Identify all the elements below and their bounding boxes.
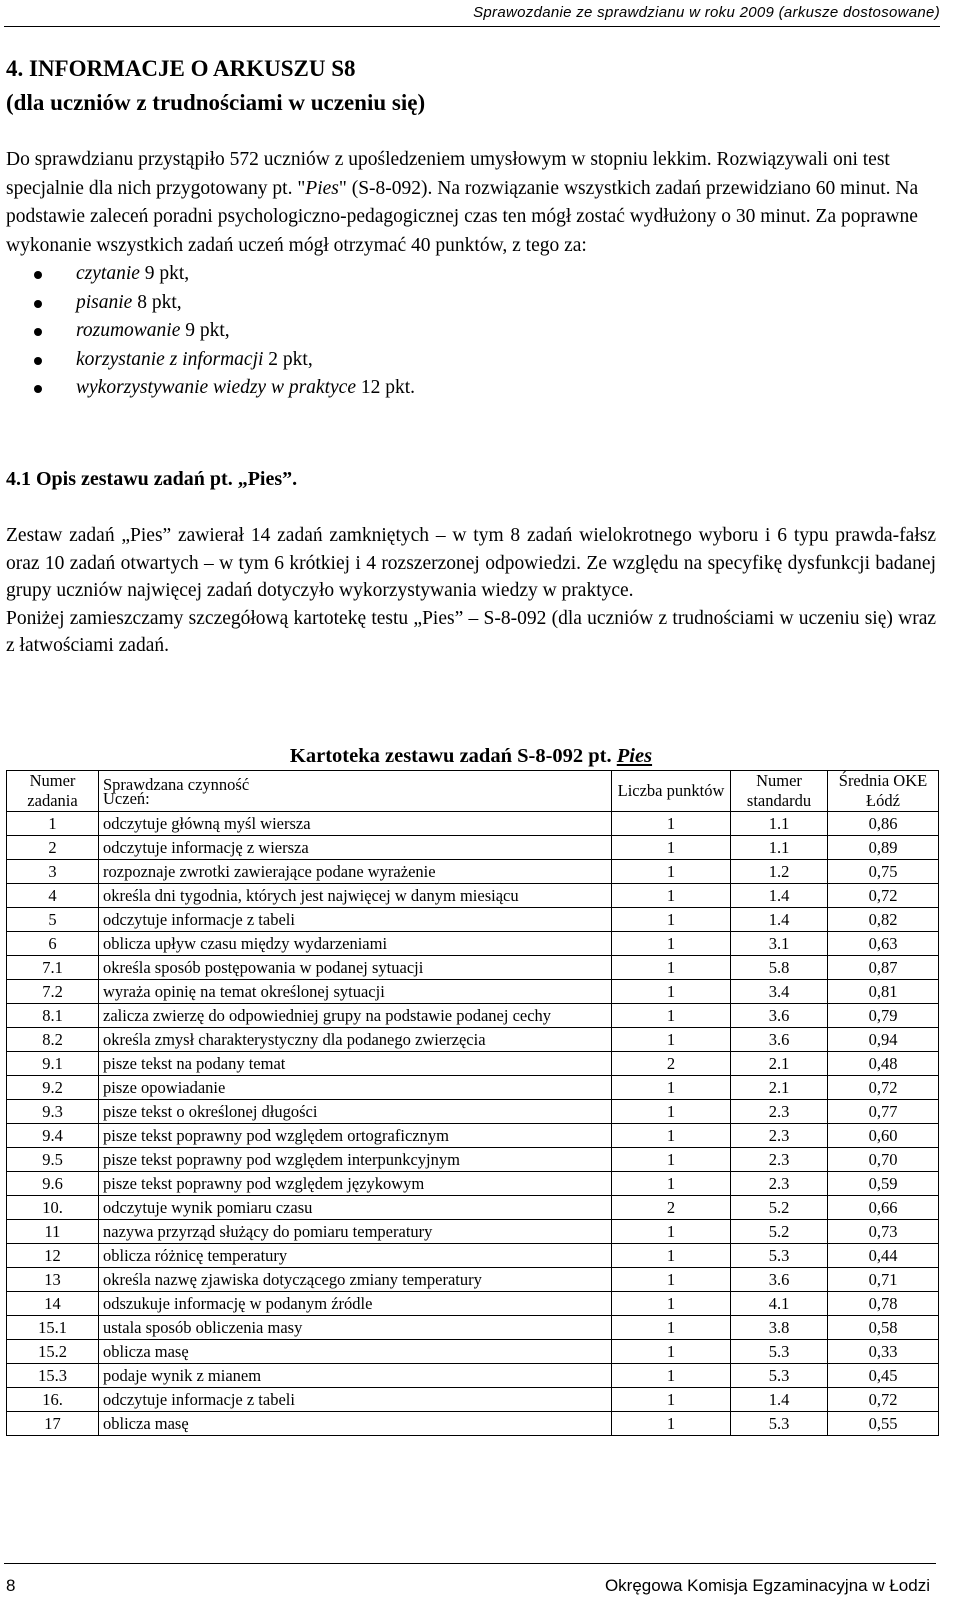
skill-points: 9 pkt, (180, 320, 230, 341)
skill-cell: zalicza zwierzę do odpowiedniej grupy na podstawie podanej cechy (99, 1004, 612, 1028)
task-number-cell: 16. (7, 1388, 99, 1412)
table-row (7, 1124, 939, 1148)
skill-cell: określa zmysł charakterystyczny dla podanego zwierzęcia (99, 1028, 612, 1052)
average-cell: 0,48 (828, 1052, 939, 1076)
average-cell: 0,59 (828, 1172, 939, 1196)
skill-item (6, 289, 936, 318)
task-number-cell: 17 (7, 1412, 99, 1436)
table-row (7, 1076, 939, 1100)
skill-cell: oblicza masę (99, 1412, 612, 1436)
points-cell: 1 (612, 908, 731, 932)
average-cell: 0,87 (828, 956, 939, 980)
standard-cell: 5.3 (731, 1412, 828, 1436)
table-title-text: Kartoteka zestawu zadań S-8-092 pt. (289, 745, 617, 767)
table-body (7, 812, 939, 1436)
table-row (7, 1292, 939, 1316)
table-row (7, 1340, 939, 1364)
skill-item (6, 346, 936, 375)
points-cell: 1 (612, 836, 731, 860)
table-row (7, 1172, 939, 1196)
header-skill (99, 771, 612, 812)
average-cell: 0,60 (828, 1124, 939, 1148)
skill-cell: określa nazwę zjawiska dotyczącego zmiany temperatury (99, 1268, 612, 1292)
standard-cell: 5.3 (731, 1244, 828, 1268)
header-divider (4, 26, 940, 27)
standard-cell: 5.3 (731, 1364, 828, 1388)
points-cell: 1 (612, 1004, 731, 1028)
skill-cell: oblicza upływ czasu między wydarzeniami (99, 932, 612, 956)
skill-cell: odczytuje główną myśl wiersza (99, 812, 612, 836)
standard-cell: 2.3 (731, 1100, 828, 1124)
subsection-title: 4.1 Opis zestawu zadań pt. „Pies”. (6, 468, 298, 490)
points-cell: 1 (612, 1172, 731, 1196)
standard-cell: 1.2 (731, 860, 828, 884)
points-cell: 1 (612, 1244, 731, 1268)
points-cell: 1 (612, 980, 731, 1004)
points-cell: 1 (612, 1076, 731, 1100)
table-row (7, 1268, 939, 1292)
task-number-cell: 15.2 (7, 1340, 99, 1364)
table-row (7, 1364, 939, 1388)
average-cell: 0,55 (828, 1412, 939, 1436)
skill-cell: odczytuje informację z wiersza (99, 836, 612, 860)
standard-cell: 2.1 (731, 1076, 828, 1100)
points-cell: 1 (612, 812, 731, 836)
skill-name: wykorzystywanie wiedzy w praktyce (76, 377, 356, 398)
task-number-cell: 9.5 (7, 1148, 99, 1172)
average-cell: 0,70 (828, 1148, 939, 1172)
intro-text-part-2: " (S-8-092). Na rozwiązanie wszystkich zadań przewidziano 60 minut. Na podstawie zaleceń poradni psychologiczno-pedagogicznej czas ten mógł zostać wydłużony o 30 minut. Za poprawne wykonanie wszystkich zadań uczeń mógł otrzymać 40 punktów, z tego za: (6, 177, 919, 256)
table-row (7, 1244, 939, 1268)
task-number-cell: 14 (7, 1292, 99, 1316)
points-cell: 1 (612, 1028, 731, 1052)
skill-cell: pisze tekst poprawny pod względem językowym (99, 1172, 612, 1196)
standard-cell: 3.6 (731, 1004, 828, 1028)
standard-cell: 4.1 (731, 1292, 828, 1316)
task-number-cell: 8.1 (7, 1004, 99, 1028)
skill-cell: odczytuje informacje z tabeli (99, 1388, 612, 1412)
header-skill-label: Sprawdzana czynność (103, 775, 250, 794)
table-row (7, 1100, 939, 1124)
intro-text-part-1: Do sprawdzianu przystąpiło 572 uczniów z upośledzeniem umysłowym w stopniu lekkim. Rozwiązywali oni test specjalnie dla nich przygotowany pt. " (6, 149, 890, 199)
points-cell: 1 (612, 1292, 731, 1316)
standard-cell: 1.1 (731, 836, 828, 860)
standard-cell: 2.3 (731, 1172, 828, 1196)
table-row (7, 1196, 939, 1220)
task-number-cell: 9.2 (7, 1076, 99, 1100)
header-standard: Numer standardu (731, 771, 828, 812)
average-cell: 0,66 (828, 1196, 939, 1220)
table-row (7, 1412, 939, 1436)
header-average: Średnia OKE Łódź (828, 771, 939, 812)
points-cell: 1 (612, 1316, 731, 1340)
points-cell: 1 (612, 1268, 731, 1292)
table-title (6, 745, 936, 768)
skill-cell: pisze tekst poprawny pod względem ortograficznym (99, 1124, 612, 1148)
task-number-cell: 7.2 (7, 980, 99, 1004)
average-cell: 0,72 (828, 1388, 939, 1412)
average-cell: 0,71 (828, 1268, 939, 1292)
skill-points: 12 pkt. (355, 377, 416, 398)
skill-cell: wyraża opinię na temat określonej sytuacji (99, 980, 612, 1004)
intro-test-name: Pies (305, 177, 339, 199)
average-cell: 0,81 (828, 980, 939, 1004)
points-cell: 1 (612, 1388, 731, 1412)
points-cell: 1 (612, 860, 731, 884)
points-cell: 2 (612, 1052, 731, 1076)
skill-name: korzystanie z informacji (76, 348, 264, 370)
average-cell: 0,72 (828, 1076, 939, 1100)
average-cell: 0,44 (828, 1244, 939, 1268)
task-number-cell: 6 (7, 932, 99, 956)
standard-cell: 2.3 (731, 1124, 828, 1148)
skills-list (6, 260, 936, 403)
average-cell: 0,82 (828, 908, 939, 932)
average-cell: 0,58 (828, 1316, 939, 1340)
standard-cell: 5.2 (731, 1196, 828, 1220)
description-paragraph-1: Zestaw zadań „Pies” zawierał 14 zadań zamkniętych – w tym 8 zadań wielokrotnego wyboru i 6 typu prawda-fałsz oraz 10 zadań otwartych – w tym 6 krótkiej i 4 rozszerzonej odpowiedzi. Ze względu na specyfikę dysfunkcji badanej grupy uczniów najwięcej zadań dotyczyło wykorzystywania wiedzy w praktyce. (6, 525, 936, 601)
skill-name: czytanie (76, 263, 140, 284)
section-title-line-2: (dla uczniów z trudnościami w uczeniu się) (6, 90, 426, 115)
section-title (6, 52, 936, 120)
task-number-cell: 15.3 (7, 1364, 99, 1388)
table-row (7, 932, 939, 956)
description (6, 522, 936, 660)
table-row (7, 1004, 939, 1028)
average-cell: 0,75 (828, 860, 939, 884)
skill-cell: pisze tekst poprawny pod względem interpunkcyjnym (99, 1148, 612, 1172)
standard-cell: 5.3 (731, 1340, 828, 1364)
intro-text (6, 146, 936, 260)
task-number-cell: 3 (7, 860, 99, 884)
standard-cell: 3.4 (731, 980, 828, 1004)
task-number-cell: 11 (7, 1220, 99, 1244)
points-cell: 1 (612, 932, 731, 956)
header-student-label: Uczeń: (103, 789, 150, 808)
task-number-cell: 1 (7, 812, 99, 836)
header-points: Liczba punktów (612, 771, 731, 812)
skill-cell: odszukuje informację w podanym źródle (99, 1292, 612, 1316)
task-number-cell: 9.6 (7, 1172, 99, 1196)
task-table (6, 770, 939, 1436)
standard-cell: 3.1 (731, 932, 828, 956)
points-cell: 1 (612, 1124, 731, 1148)
table-header-row (7, 771, 939, 812)
skill-item (6, 374, 936, 403)
points-cell: 1 (612, 1100, 731, 1124)
table-row (7, 1052, 939, 1076)
standard-cell: 5.8 (731, 956, 828, 980)
bullet-icon (34, 357, 42, 365)
table-row (7, 1148, 939, 1172)
task-number-cell: 13 (7, 1268, 99, 1292)
average-cell: 0,73 (828, 1220, 939, 1244)
page-number: 8 (6, 1576, 16, 1595)
bullet-icon (34, 271, 42, 279)
points-cell: 1 (612, 1148, 731, 1172)
average-cell: 0,72 (828, 884, 939, 908)
skill-points: 9 pkt, (139, 263, 190, 284)
section-title-line-1: 4. INFORMACJE O ARKUSZU S8 (6, 56, 356, 81)
standard-cell: 1.4 (731, 884, 828, 908)
table-row (7, 1316, 939, 1340)
task-number-cell: 4 (7, 884, 99, 908)
skill-cell: odczytuje informacje z tabeli (99, 908, 612, 932)
table-row (7, 860, 939, 884)
task-number-cell: 9.3 (7, 1100, 99, 1124)
bullet-icon (34, 328, 42, 336)
skill-cell: pisze opowiadanie (99, 1076, 612, 1100)
standard-cell: 2.1 (731, 1052, 828, 1076)
table-row (7, 1028, 939, 1052)
skill-cell: oblicza różnicę temperatury (99, 1244, 612, 1268)
skill-item (6, 260, 936, 289)
table-row (7, 1388, 939, 1412)
standard-cell: 3.6 (731, 1268, 828, 1292)
skill-cell: nazywa przyrząd służący do pomiaru temperatury (99, 1220, 612, 1244)
task-number-cell: 15.1 (7, 1316, 99, 1340)
skill-cell: ustala sposób obliczenia masy (99, 1316, 612, 1340)
average-cell: 0,45 (828, 1364, 939, 1388)
points-cell: 1 (612, 884, 731, 908)
intro-paragraph (6, 146, 936, 403)
task-number-cell: 10. (7, 1196, 99, 1220)
average-cell: 0,89 (828, 836, 939, 860)
table-row (7, 980, 939, 1004)
task-number-cell: 12 (7, 1244, 99, 1268)
points-cell: 1 (612, 1340, 731, 1364)
skill-cell: oblicza masę (99, 1340, 612, 1364)
standard-cell: 3.6 (731, 1028, 828, 1052)
average-cell: 0,77 (828, 1100, 939, 1124)
standard-cell: 1.4 (731, 908, 828, 932)
skill-cell: określa sposób postępowania w podanej sytuacji (99, 956, 612, 980)
table-row (7, 884, 939, 908)
task-number-cell: 2 (7, 836, 99, 860)
average-cell: 0,63 (828, 932, 939, 956)
footer-institution: Okręgowa Komisja Egzaminacyjna w Łodzi (604, 1576, 930, 1595)
skill-cell: rozpoznaje zwrotki zawierające podane wyrażenie (99, 860, 612, 884)
skill-cell: podaje wynik z mianem (99, 1364, 612, 1388)
header-task-number: Numer zadania (7, 771, 99, 812)
skill-cell: pisze tekst o określonej długości (99, 1100, 612, 1124)
points-cell: 1 (612, 1364, 731, 1388)
skill-item (6, 317, 936, 346)
running-header: Sprawozdanie ze sprawdzianu w roku 2009 (arkusze dostosowane) (473, 4, 940, 21)
points-cell: 1 (612, 1412, 731, 1436)
skill-name: rozumowanie (76, 320, 181, 341)
average-cell: 0,78 (828, 1292, 939, 1316)
task-number-cell: 7.1 (7, 956, 99, 980)
standard-cell: 1.4 (731, 1388, 828, 1412)
footer-divider (4, 1563, 936, 1564)
table-row (7, 956, 939, 980)
table-row (7, 836, 939, 860)
skill-name: pisanie (76, 291, 133, 313)
task-number-cell: 9.1 (7, 1052, 99, 1076)
bullet-icon (34, 385, 42, 393)
skill-cell: określa dni tygodnia, których jest najwięcej w danym miesiącu (99, 884, 612, 908)
skill-points: 2 pkt, (263, 348, 313, 370)
points-cell: 1 (612, 956, 731, 980)
standard-cell: 3.8 (731, 1316, 828, 1340)
description-paragraph-2: Poniżej zamieszczamy szczegółową kartotekę testu „Pies” – S-8-092 (dla uczniów z trudnościami w uczeniu się) wraz z łatwościami zadań. (6, 607, 936, 656)
standard-cell: 5.2 (731, 1220, 828, 1244)
bullet-icon (34, 300, 42, 308)
table-row (7, 908, 939, 932)
skill-cell: odczytuje wynik pomiaru czasu (99, 1196, 612, 1220)
task-number-cell: 9.4 (7, 1124, 99, 1148)
standard-cell: 2.3 (731, 1148, 828, 1172)
average-cell: 0,79 (828, 1004, 939, 1028)
average-cell: 0,94 (828, 1028, 939, 1052)
points-cell: 2 (612, 1196, 731, 1220)
table-row (7, 812, 939, 836)
average-cell: 0,86 (828, 812, 939, 836)
skill-cell: pisze tekst na podany temat (99, 1052, 612, 1076)
points-cell: 1 (612, 1220, 731, 1244)
table-title-name: Pies (616, 745, 653, 767)
task-number-cell: 8.2 (7, 1028, 99, 1052)
average-cell: 0,33 (828, 1340, 939, 1364)
skill-points: 8 pkt, (132, 291, 182, 313)
standard-cell: 1.1 (731, 812, 828, 836)
task-number-cell: 5 (7, 908, 99, 932)
table-row (7, 1220, 939, 1244)
